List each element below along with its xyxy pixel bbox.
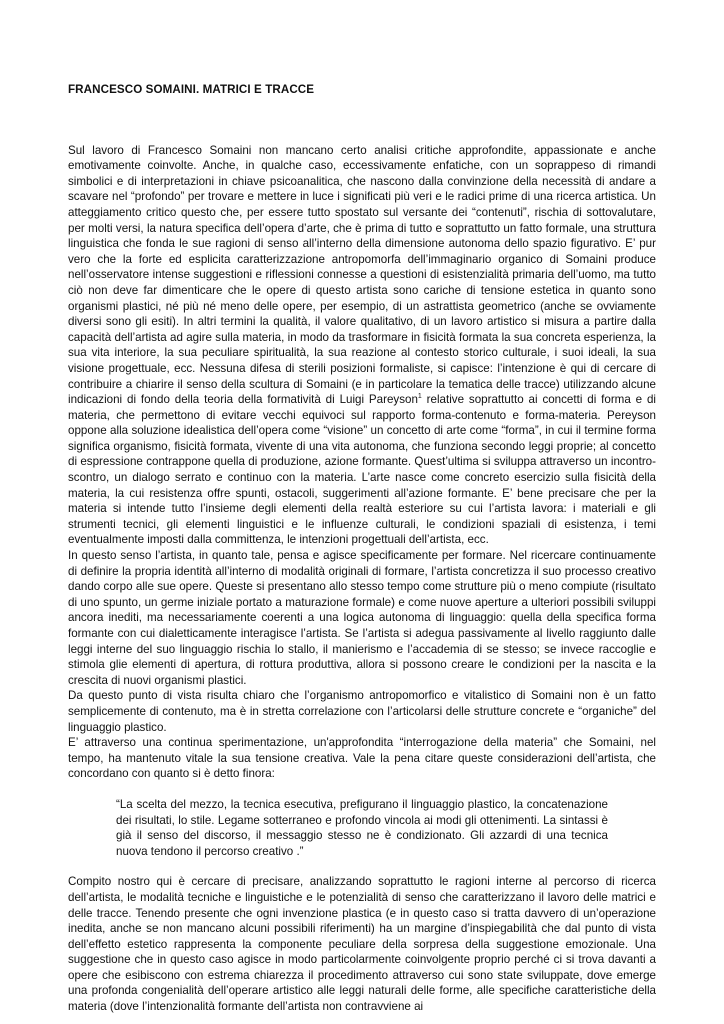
paragraph-3: Da questo punto di vista risulta chiaro che l’organismo antropomorfico e vitalistico di Somaini non è un fatto semplicemente di contenuto, ma è in stretta correlazione con l’articolarsi delle strutture concrete e “organiche” del linguaggio plastico.: [68, 689, 656, 734]
artist-quote: “La scelta del mezzo, la tecnica esecutiva, prefigurano il linguaggio plastico, la concatenazione dei risultati, lo stile. Legame sotterraneo e profondo vincola ai modi gli ottenimenti. La sintassi è già il senso del discorso, il messaggio stesso ne è condizionato. Gli azzardi di una tecnica nuova tendono il percorso creativo .”: [116, 797, 608, 858]
paragraph-2: In questo senso l’artista, in quanto tale, pensa e agisce specificamente per formare. Nel ricercare continuamente di definire la propria identità all’interno di modalità originali di formare, l’artista concretizza il suo processo creativo dando corpo alle sue opere. Queste si presentano allo stesso tempo come strutture più o meno compiute (risultato di uno spunto, un germe iniziale portato a maturazione formale) e come nuove aperture a ulteriori possibili sviluppi ancora inediti, ma necessariamente coerenti a una logica autonoma di linguaggio: quella della specifica forma formante con cui dialetticamente interagisce l’artista. Se l’artista si adegua passivamente al livello raggiunto dalle leggi interne del suo linguaggio rischia lo stallo, il manierismo e l’accademia di se stesso; se invece raccoglie e stimola glie elementi di apertura, di rottura produttiva, allora si possono creare le condizioni per la nascita e la crescita di nuovi organismi plastici.: [68, 549, 656, 687]
paragraph-1: [68, 143, 656, 548]
paragraph-4: E’ attraverso una continua sperimentazione, un'approfondita “interrogazione della materia” che Somaini, nel tempo, ha mantenuto vitale la sua tensione creativa. Vale la pena citare queste considerazioni dell’artista, che concordano con quanto si è detto finora:: [68, 736, 656, 781]
paragraph-5: Compito nostro qui è cercare di precisare, analizzando soprattutto le ragioni interne al percorso di ricerca dell’artista, le modalità tecniche e linguistiche e le potenzialità di senso che caratterizzano il lavoro delle matrici e delle tracce. Tenendo presente che ogni invenzione plastica (e in questo caso si tratta davvero di un’operazione inedita, anche se non mancano alcuni possibili riferimenti) ha un margine d’inspiegabilità che dal punto di vista dell’effetto estetico rappresenta la componente peculiare della sorpresa della suggestione emozionale. Una suggestione che in questo caso agisce in modo particolarmente coinvolgente proprio perché ci si trova davanti a opere che esibiscono con estrema chiarezza il procedimento attraverso cui sono state sviluppate, dove emerge una profonda congenialità dell’operare artistico alle leggi naturali delle forme, alle specifiche caratteristiche della materia (dove l’intenzionalità formante dell’artista non contravviene ai: [68, 875, 656, 1014]
paragraph-1-text-a: Sul lavoro di Francesco Somaini non mancano certo analisi critiche approfondite, appassionate e anche emotivamente coinvolte. Anche, in qualche caso, eccessivamente enfatiche, con un soprappeso di rimandi simbolici e di interpretazioni in chiave psicoanalitica, che nascono dalla convinzione della necessità di andare a scavare nel “profondo” per trovare e mettere in luce i significati più veri e le radici prime di una ricerca artistica. Un atteggiamento critico questo che, per essere tutto spostato sul versante dei “contenuti”, rischia di sottovalutare, per molti versi, la natura specifica dell’opera d’arte, che è prima di tutto e soprattutto un fatto formale, una struttura linguistica che fonda le sue ragioni di senso all’interno della dimensione autonoma dello spazio figurativo. E’ pur vero che la forte ed esplicita caratterizzazione antropomorfa dell’immaginario organico di Somaini produce nell’osservatore intense suggestioni e riflessioni connesse a questioni di esistenzialità primaria dell’uomo, ma tutto ciò non deve far dimenticare che le opere di questo artista sono cariche di tensione estetica in quanto sono organismi plastici, né più né meno delle opere, per esempio, di un astrattista geometrico (anche se ovviamente diversi sono gli esiti). In altri termini la qualità, il valore qualitativo, di un lavoro artistico si misura a partire dalla capacità dell’artista ad agire sulla materia, in modo da trasformare in fisicità formata la sua concreta esperienza, la sua vita interiore, la sua peculiare spiritualità, la sua reazione al contesto storico culturale, i suoi ideali, la sua visione progettuale, ecc. Nessuna difesa di sterili posizioni formaliste, si capisce: l’intenzione è qui di cercare di contribuire a chiarire il senso della scultura di Somaini (e in particolare la tematica delle tracce) utilizzando alcune indicazioni di fondo della teoria della formatività di Luigi Pareyson: [68, 143, 656, 407]
footnote-marker[interactable]: 1: [417, 393, 422, 401]
paragraph-1-text-b: relative soprattutto ai concetti di forma e di materia, che permettono di evitare vecchi equivoci sul rapporto forma-contenuto e forma-materia. Pereyson oppone alla soluzione idealistica dell’opera come “visione” un concetto di arte come “forma”, in cui il termine forma significa organismo, fisicità formata, vivente di una vita autonoma, che funziona secondo leggi proprie; al concetto di espressione contrappone quella di produzione, azione formante. Quest’ultima si sviluppa attraverso un incontro-scontro, un dialogo serrato e continuo con la materia. L’arte nasce come concreto esercizio sulla fisicità della materia, la cui resistenza offre spunti, ostacoli, suggerimenti all’azione formante. E’ bene precisare che per la materia si intende tutto l’insieme degli elementi della realtà esteriore su cui l’artista lavora: i materiali e gli strumenti tecnici, gli elementi linguistici e le influenze culturali, le condizioni spaziali di esistenza, i temi eventualmente imposti dalla committenza, le intenzioni progettuali dell’artista, ecc.: [68, 393, 656, 547]
document-page: [68, 82, 656, 1015]
document-title: FRANCESCO SOMAINI. MATRICI E TRACCE: [68, 83, 315, 96]
